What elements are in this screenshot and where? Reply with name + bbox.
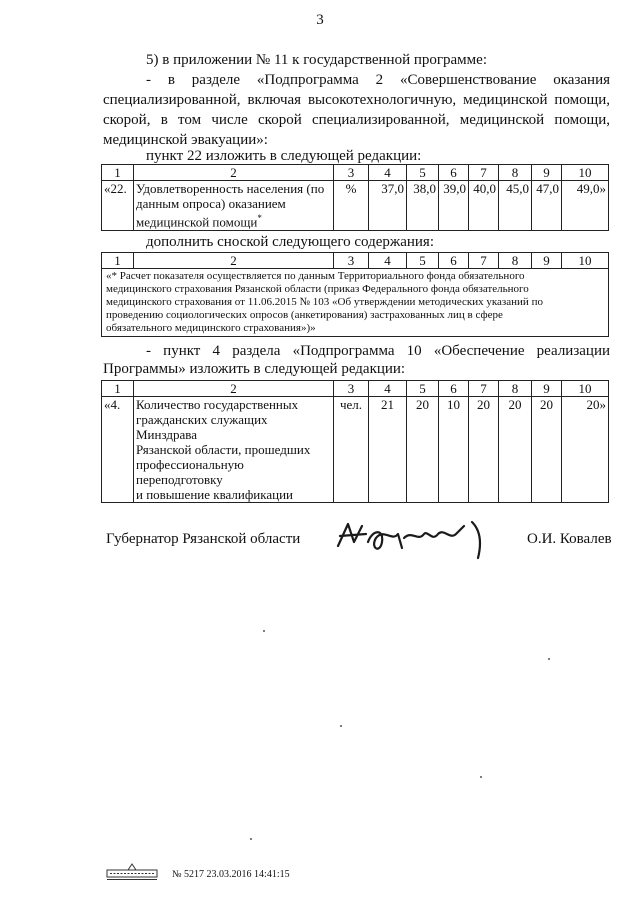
- header-cell: 2: [134, 165, 334, 181]
- scan-speck: [480, 776, 482, 778]
- header-cell: 8: [499, 165, 532, 181]
- header-cell: 5: [407, 253, 439, 269]
- header-cell: 6: [439, 253, 469, 269]
- header-cell: 10: [562, 381, 609, 397]
- indicator-name: [134, 181, 334, 231]
- footnote-asterisk: *: [257, 213, 262, 223]
- scan-speck: [263, 630, 265, 632]
- footnote-line: медицинского страхования от 11.06.2015 № 103 «Об утверждении методических указаний по: [106, 296, 543, 308]
- value-cell: 39,0: [439, 181, 469, 231]
- indicator-name: [134, 397, 334, 503]
- indicator-name-line: данным опроса) оказанием: [136, 196, 286, 211]
- footnote-line: медицинского страхования Рязанской области (приказ Федерального фонда обязательного: [106, 283, 529, 295]
- indicator-name-line: гражданских служащих Минздрава: [136, 412, 268, 442]
- handwritten-signature: [332, 512, 507, 565]
- table-row: [102, 181, 609, 231]
- header-cell: 10: [562, 165, 609, 181]
- value-cell: 20: [469, 397, 499, 503]
- intro-line-3: специализированной, включая высокотехнологичную, медицинской помощи,: [103, 92, 610, 108]
- header-cell: 9: [532, 165, 562, 181]
- indicator-name-line: Удовлетворенность населения (по: [136, 181, 325, 196]
- header-cell: 6: [439, 165, 469, 181]
- value-cell: 45,0: [499, 181, 532, 231]
- footnote-line: проведению социологических опросов (анкетирования) застрахованных лиц в сфере: [106, 309, 503, 321]
- footnote-intro: дополнить сноской следующего содержания:: [146, 234, 435, 250]
- row-number: «22.: [102, 181, 134, 231]
- footnote-row: [102, 269, 609, 337]
- page-number: 3: [316, 12, 324, 28]
- value-cell: 10: [439, 397, 469, 503]
- header-cell: 4: [369, 165, 407, 181]
- value-cell: 20: [407, 397, 439, 503]
- header-cell: 8: [499, 381, 532, 397]
- point4-line-2: Программы» изложить в следующей редакции:: [103, 361, 406, 377]
- indicator-name-line: и повышение квалификации: [136, 487, 294, 502]
- footnote-table: [101, 252, 609, 337]
- indicator-name-line: Количество государственных: [136, 397, 299, 412]
- value-cell: 38,0: [407, 181, 439, 231]
- intro-line-5: медицинской эвакуации»:: [103, 132, 268, 148]
- indicator-table-4: [101, 380, 609, 503]
- header-cell: 7: [469, 253, 499, 269]
- table-header-row: [102, 165, 609, 181]
- header-cell: 7: [469, 381, 499, 397]
- value-cell: 37,0: [369, 181, 407, 231]
- header-cell: 2: [134, 381, 334, 397]
- header-cell: 5: [407, 165, 439, 181]
- table-header-row: [102, 381, 609, 397]
- value-cell: 20: [499, 397, 532, 503]
- indicator-name-text: медицинской помощи: [136, 214, 258, 230]
- header-cell: 9: [532, 381, 562, 397]
- header-cell: 10: [562, 253, 609, 269]
- value-cell: 20»: [562, 397, 609, 503]
- header-cell: 4: [369, 253, 407, 269]
- registry-logo: [106, 862, 158, 887]
- value-cell: 40,0: [469, 181, 499, 231]
- header-cell: 9: [532, 253, 562, 269]
- row-number: «4.: [102, 397, 134, 503]
- header-cell: 2: [134, 253, 334, 269]
- value-cell: 20: [532, 397, 562, 503]
- intro-line-1: 5) в приложении № 11 к государственной программе:: [146, 52, 487, 68]
- indicator-name-line: [136, 211, 331, 229]
- footnote-line: «* Расчет показателя осуществляется по данным Территориального фонда обязательного: [106, 270, 525, 282]
- header-cell: 7: [469, 165, 499, 181]
- scan-speck: [250, 838, 252, 840]
- footnote-line: обязательного медицинского страхования»)»: [106, 322, 316, 334]
- header-cell: 5: [407, 381, 439, 397]
- signatory-title: Губернатор Рязанской области: [106, 531, 301, 547]
- value-cell: 21: [369, 397, 407, 503]
- footnote-text: [102, 269, 609, 337]
- header-cell: 6: [439, 381, 469, 397]
- unit-cell: чел.: [334, 397, 369, 503]
- intro-line-4: скорой, в том числе скорой специализированной, медицинской помощи,: [103, 112, 610, 128]
- header-cell: 4: [369, 381, 407, 397]
- header-cell: 1: [102, 165, 134, 181]
- indicator-name-line: профессиональную переподготовку: [136, 457, 244, 487]
- scan-speck: [340, 725, 342, 727]
- indicator-table-22: [101, 164, 609, 231]
- table-row: [102, 397, 609, 503]
- header-cell: 1: [102, 381, 134, 397]
- unit-cell: %: [334, 181, 369, 231]
- table-header-row: [102, 253, 609, 269]
- indicator-name-line: Рязанской области, прошедших: [136, 442, 311, 457]
- header-cell: 8: [499, 253, 532, 269]
- value-cell: 47,0: [532, 181, 562, 231]
- point4-line-1: - пункт 4 раздела «Подпрограмма 10 «Обеспечение реализации: [146, 343, 610, 359]
- header-cell: 3: [334, 253, 369, 269]
- signatory-name: О.И. Ковалев: [527, 531, 612, 547]
- scan-speck: [548, 658, 550, 660]
- document-registration-mark: № 5217 23.03.2016 14:41:15: [172, 869, 290, 880]
- intro-line-2: - в разделе «Подпрограмма 2 «Совершенствование оказания: [146, 72, 610, 88]
- header-cell: 3: [334, 381, 369, 397]
- intro-line-6: пункт 22 изложить в следующей редакции:: [146, 148, 422, 164]
- value-cell: 49,0»: [562, 181, 609, 231]
- header-cell: 1: [102, 253, 134, 269]
- header-cell: 3: [334, 165, 369, 181]
